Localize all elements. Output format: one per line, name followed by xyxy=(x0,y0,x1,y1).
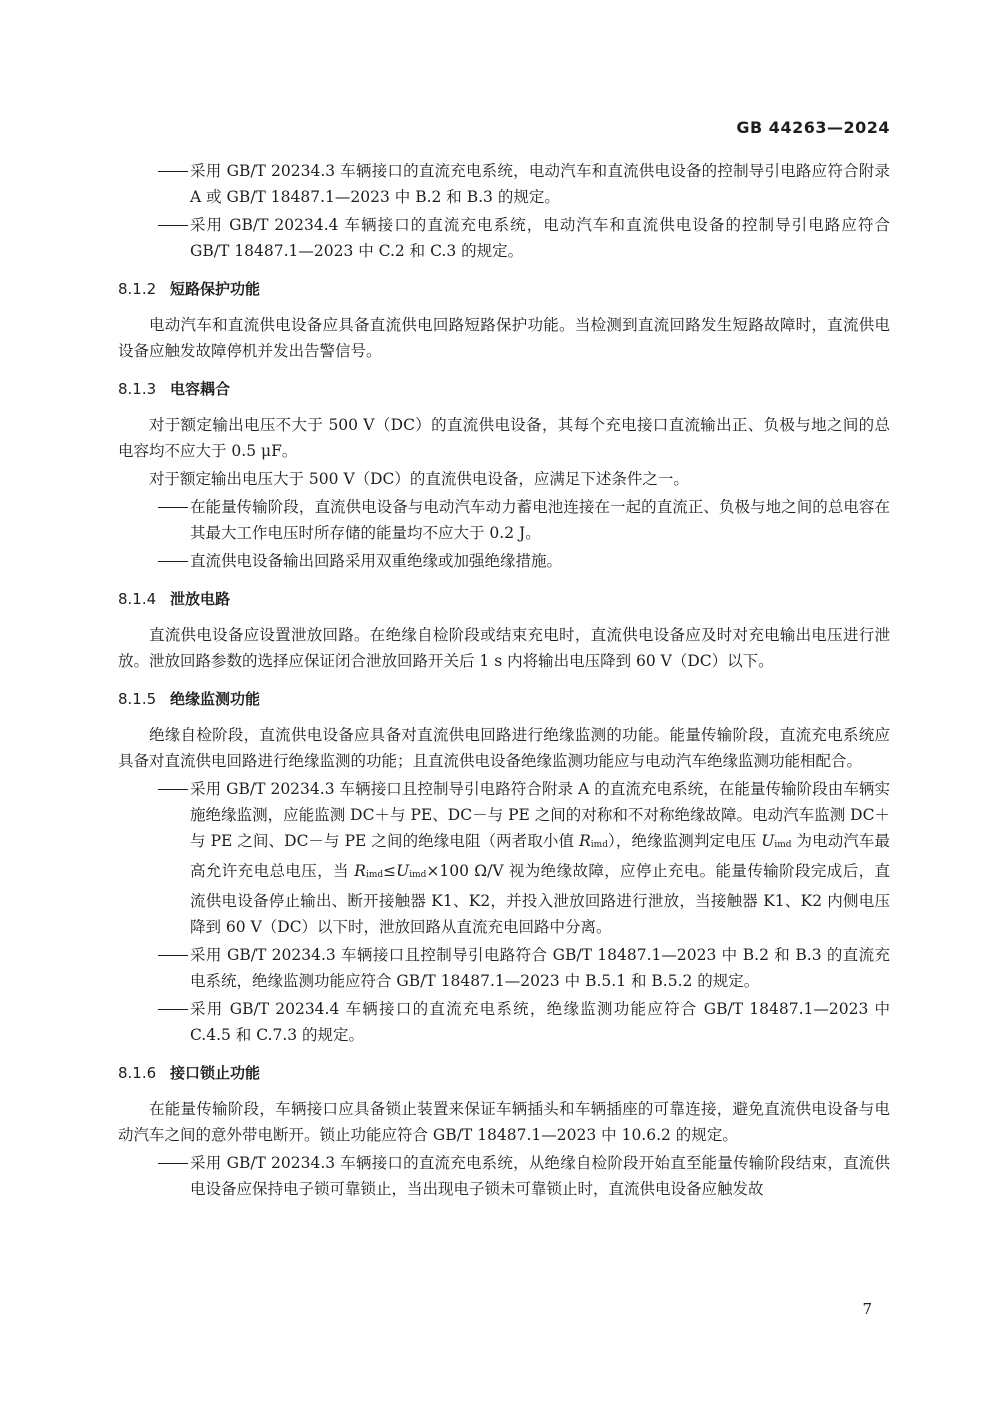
section-number: 8.1.4 xyxy=(118,590,157,608)
text-run: 采用 GB/T 20234.3 车辆接口且控制导引电路符合附录 A 的直流充电系统，在能量传输阶段由车辆实施绝缘监测，应能监测 DC＋与 PE、DC－与 PE 之间的对称和不对称绝缘故障。电动汽车监测 DC＋与 PE 之间、DC－与 PE 之间的绝缘电阻（两者取小值 xyxy=(190,780,890,850)
dash-list-item: 采用 GB/T 20234.4 车辆接口的直流充电系统，绝缘监测功能应符合 GB/T 18487.1—2023 中 C.4.5 和 C.7.3 的规定。 xyxy=(118,996,890,1048)
dash-list-item: 采用 GB/T 20234.3 车辆接口的直流充电系统，从绝缘自检阶段开始直至能量传输阶段结束，直流供电设备应保持电子锁可靠锁止，当出现电子锁未可靠锁止时，直流供电设备应触发故 xyxy=(118,1150,890,1202)
section-title: 短路保护功能 xyxy=(170,280,261,298)
text-run: ），绝缘监测判定电压 xyxy=(607,832,762,850)
section-heading xyxy=(118,276,890,302)
dash-list-item: 直流供电设备输出回路采用双重绝缘或加强绝缘措施。 xyxy=(118,548,890,574)
dash-list-item: 采用 GB/T 20234.3 车辆接口的直流充电系统，电动汽车和直流供电设备的控制导引电路应符合附录 A 或 GB/T 18487.1—2023 中 B.2 和 B.3 的规定。 xyxy=(118,158,890,210)
dash-list-item: 采用 GB/T 20234.3 车辆接口且控制导引电路符合 GB/T 18487.1—2023 中 B.2 和 B.3 的直流充电系统，绝缘监测功能应符合 GB/T 18487.1—2023 中 B.5.1 和 B.5.2 的规定。 xyxy=(118,942,890,994)
section-heading xyxy=(118,1060,890,1086)
paragraph: 对于额定输出电压不大于 500 V（DC）的直流供电设备，其每个充电接口直流输出正、负极与地之间的总电容均不应大于 0.5 μF。 xyxy=(118,416,890,460)
section-number: 8.1.6 xyxy=(118,1064,157,1082)
text-run: ≤ xyxy=(383,862,397,880)
section-heading xyxy=(118,686,890,712)
section-number: 8.1.5 xyxy=(118,690,157,708)
paragraph: 对于额定输出电压大于 500 V（DC）的直流供电设备，应满足下述条件之一。 xyxy=(149,470,689,488)
subscript: imd xyxy=(409,870,427,880)
section-title: 接口锁止功能 xyxy=(170,1064,261,1082)
text-run: 为电动汽车最高允许充电总电压，当 xyxy=(190,832,890,880)
dash-list-item xyxy=(118,776,890,940)
math-symbol: R xyxy=(579,832,591,850)
paragraph: 在能量传输阶段，车辆接口应具备锁止装置来保证车辆插头和车辆插座的可靠连接，避免直流供电设备与电动汽车之间的意外带电断开。锁止功能应符合 GB/T 18487.1—2023 中 10.6.2 的规定。 xyxy=(118,1100,890,1144)
math-symbol: U xyxy=(761,832,775,850)
section-heading xyxy=(118,586,890,612)
section-title: 泄放电路 xyxy=(170,590,231,608)
section-title: 电容耦合 xyxy=(170,380,231,398)
paragraph: 直流供电设备应设置泄放回路。在绝缘自检阶段或结束充电时，直流供电设备应及时对充电输出电压进行泄放。泄放回路参数的选择应保证闭合泄放回路开关后 1 s 内将输出电压降到 60 V（DC）以下。 xyxy=(118,626,890,670)
section-number: 8.1.2 xyxy=(118,280,157,298)
paragraph: 电动汽车和直流供电设备应具备直流供电回路短路保护功能。当检测到直流回路发生短路故障时，直流供电设备应触发故障停机并发出告警信号。 xyxy=(118,316,890,360)
page-number: 7 xyxy=(862,1300,872,1318)
section-title: 绝缘监测功能 xyxy=(170,690,261,708)
math-symbol: R xyxy=(354,862,366,880)
paragraph: 绝缘自检阶段，直流供电设备应具备对直流供电回路进行绝缘监测的功能。能量传输阶段，直流充电系统应具备对直流供电回路进行绝缘监测的功能；且直流供电设备绝缘监测功能应与电动汽车绝缘监测功能相配合。 xyxy=(118,726,890,770)
subscript: imd xyxy=(365,870,384,880)
document-body xyxy=(118,158,890,1204)
dash-list-item: 在能量传输阶段，直流供电设备与电动汽车动力蓄电池连接在一起的直流正、负极与地之间的总电容在其最大工作电压时所存储的能量均不应大于 0.2 J。 xyxy=(118,494,890,546)
subscript: imd xyxy=(590,840,608,850)
dash-list-item: 采用 GB/T 20234.4 车辆接口的直流充电系统，电动汽车和直流供电设备的控制导引电路应符合 GB/T 18487.1—2023 中 C.2 和 C.3 的规定。 xyxy=(118,212,890,264)
text-run: ×100 Ω/V 视为绝缘故障，应停止充电。能量传输阶段完成后，直流供电设备停止输出、断开接触器 K1、K2，并投入泄放回路进行泄放，当接触器 K1、K2 内侧电压降到 60 V（DC）以下时，泄放回路从直流充电回路中分离。 xyxy=(190,862,890,936)
standard-code: GB 44263—2024 xyxy=(736,118,890,137)
section-heading xyxy=(118,376,890,402)
subscript: imd xyxy=(774,840,792,850)
section-number: 8.1.3 xyxy=(118,380,157,398)
math-symbol: U xyxy=(396,862,410,880)
